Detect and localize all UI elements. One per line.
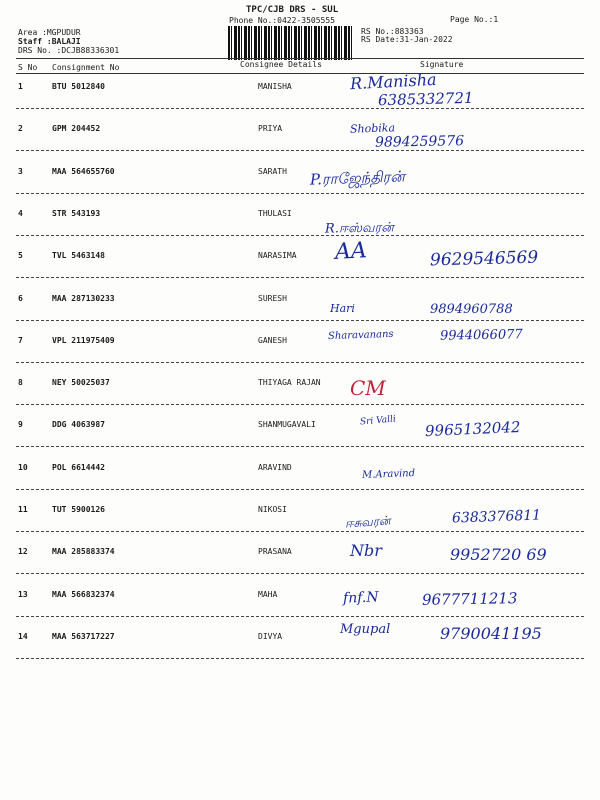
row-consignee-name: THIYAGA RAJAN	[258, 378, 321, 388]
row-consignee-name: PRASANA	[258, 547, 292, 557]
row-consignment-no: MAA 564655760	[52, 166, 115, 176]
signature-phone: 9965132042	[424, 418, 521, 441]
page-number: Page No.:1	[450, 15, 499, 24]
row-consignee-name: NARASIMA	[258, 251, 297, 261]
signature-phone: 9952720 69	[450, 545, 547, 565]
row-sno: 11	[18, 505, 28, 514]
row-sno: 7	[18, 335, 23, 345]
row-separator	[16, 193, 584, 194]
row-separator	[16, 573, 584, 574]
col-signature: Signature	[420, 60, 464, 69]
row-consignee-name: THULASI	[258, 208, 292, 218]
signature-phone: 9677711213	[421, 588, 518, 609]
row-consignment-no: NEY 50025037	[52, 378, 110, 388]
row-sno: 2	[18, 124, 23, 134]
row-separator	[16, 362, 584, 363]
signature-name: Mgupal	[340, 621, 391, 637]
row-sno: 13	[18, 589, 28, 599]
signature-name: Shobika	[349, 121, 396, 137]
col-consignment: Consignment No	[52, 63, 120, 72]
barcode	[228, 26, 353, 60]
area-label: Area :MGPUDUR	[18, 28, 81, 37]
row-consignee-name: NIKOSI	[258, 505, 287, 514]
row-sno: 5	[18, 251, 23, 261]
signature-phone: 9894960788	[430, 301, 513, 317]
row-consignee-name: SARATH	[258, 166, 287, 176]
row-consignee-name: GANESH	[258, 335, 287, 345]
row-consignee-name: SURESH	[258, 293, 287, 303]
header-bottom-rule	[16, 73, 584, 74]
row-consignment-no: GPM 204452	[52, 124, 101, 134]
signature-phone: 9629546569	[429, 247, 539, 271]
rs-number: RS No.:883363	[361, 27, 424, 36]
row-separator	[16, 277, 584, 278]
row-sno: 3	[18, 166, 23, 176]
row-consignment-no: POL 6614442	[52, 462, 105, 472]
row-sno: 1	[18, 82, 23, 91]
row-separator	[16, 108, 584, 109]
signature-name: CM	[350, 376, 386, 401]
row-sno: 12	[18, 547, 28, 557]
signature-name: Hari	[330, 301, 355, 315]
signature-name: Sri Valli	[359, 414, 397, 428]
row-consignment-no: BTU 5012840	[52, 82, 105, 91]
row-consignment-no: MAA 287130233	[52, 293, 115, 303]
row-consignment-no: MAA 285883374	[52, 547, 115, 557]
row-sno: 10	[18, 462, 28, 472]
row-consignee-name: SHANMUGAVALI	[258, 420, 316, 430]
row-consignee-name: DIVYA	[258, 631, 283, 641]
row-separator	[16, 404, 584, 405]
row-separator	[16, 150, 584, 151]
row-consignment-no: MAA 563717227	[52, 631, 115, 641]
row-consignment-no: TUT 5900126	[52, 505, 105, 514]
signature-name: R.Manisha	[349, 69, 437, 94]
row-consignee-name: MANISHA	[258, 82, 292, 91]
row-separator	[16, 658, 584, 659]
staff-label: Staff :BALAJI	[18, 37, 81, 46]
row-separator	[16, 320, 584, 321]
row-consignment-no: TVL 5463148	[52, 251, 105, 261]
row-consignment-no: STR 543193	[52, 208, 101, 218]
signature-phone: 9894259576	[374, 133, 465, 152]
row-separator	[16, 235, 584, 236]
row-separator	[16, 616, 584, 617]
signature-name: Nbr	[350, 541, 382, 561]
signature-name: ஈசுவரன்	[344, 513, 391, 531]
row-consignee-name: PRIYA	[258, 124, 283, 134]
row-sno: 6	[18, 293, 23, 303]
document-title: TPC/CJB DRS - SUL	[246, 5, 339, 15]
row-sno: 14	[18, 631, 28, 641]
row-sno: 9	[18, 420, 23, 430]
phone-number: Phone No.:0422-3505555	[229, 16, 335, 25]
row-separator	[16, 531, 584, 532]
signature-name: Sharavanans	[327, 328, 394, 342]
row-sno: 4	[18, 208, 23, 218]
row-sno: 8	[18, 378, 23, 388]
row-separator	[16, 489, 584, 490]
row-consignee-name: MAHA	[258, 589, 278, 599]
signature-name: fnf.N	[342, 588, 379, 607]
signature-phone: 6383376811	[451, 507, 542, 527]
signature-name: R.ஈஸ்வரன்	[324, 220, 394, 237]
row-consignee-name: ARAVIND	[258, 462, 292, 472]
row-consignment-no: VPL 211975409	[52, 335, 115, 345]
row-consignment-no: DDG 4063987	[52, 420, 105, 430]
signature-name: P.ராஜேந்திரன்	[309, 166, 406, 189]
signature-phone: 9944066077	[439, 327, 523, 344]
row-separator	[16, 446, 584, 447]
col-sno: S No	[18, 63, 38, 72]
signature-name: M.Aravind	[361, 467, 416, 481]
row-consignment-no: MAA 566832374	[52, 589, 115, 599]
signature-phone: 9790041195	[440, 623, 542, 643]
drs-number: DRS No. :DCJB88336301	[18, 46, 120, 55]
signature-phone: 6385332721	[377, 88, 474, 110]
signature-name: AA	[334, 238, 368, 266]
rs-date: RS Date:31-Jan-2022	[361, 35, 453, 44]
col-consignee: Consignee Details	[240, 60, 322, 69]
header-top-rule	[16, 58, 584, 59]
